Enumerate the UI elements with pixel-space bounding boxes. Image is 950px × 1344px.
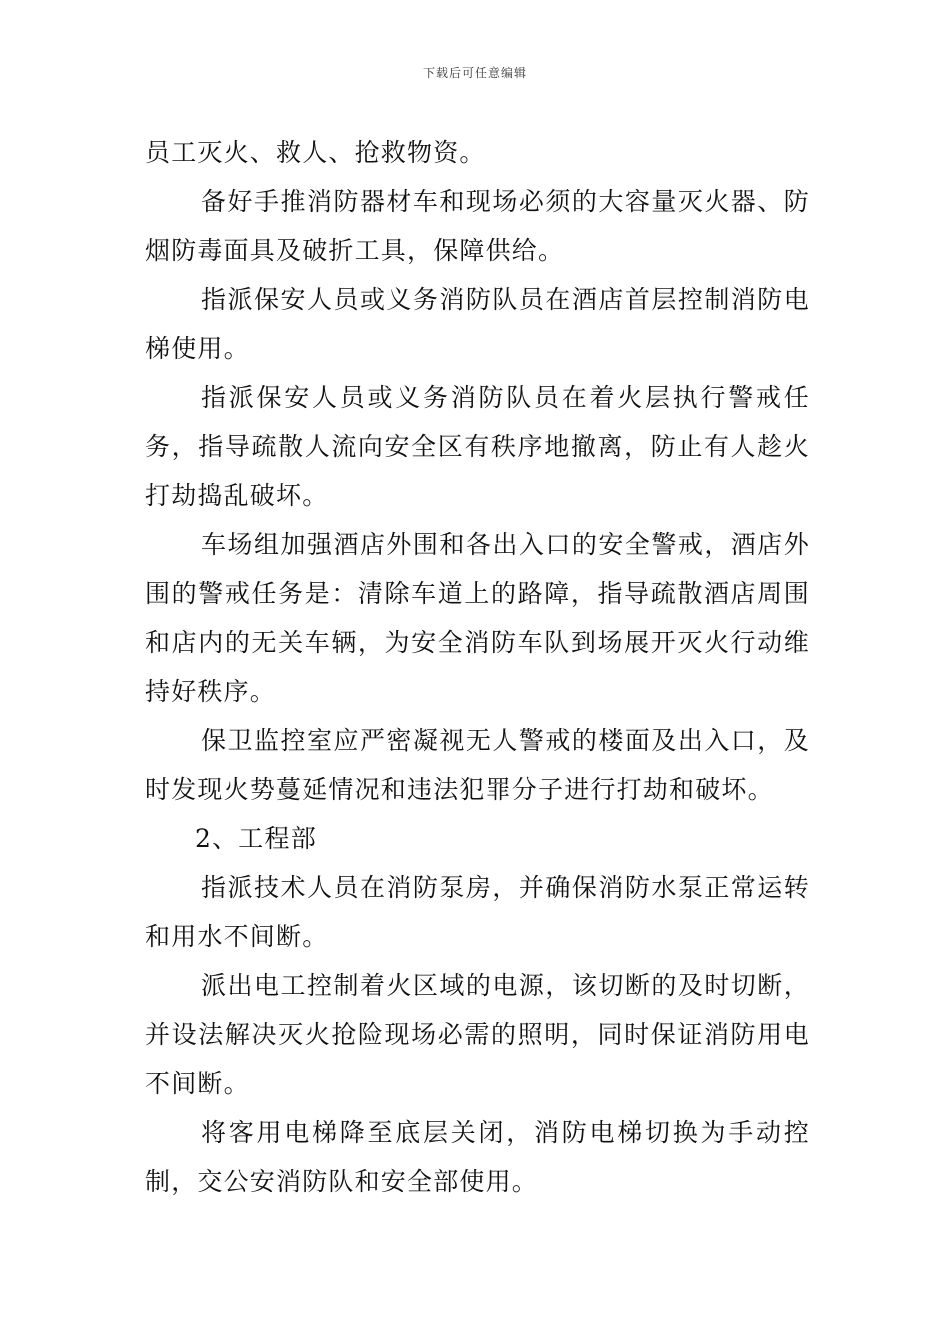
document-body (145, 128, 810, 1206)
paragraph-monitoring-room: 保卫监控室应严密凝视无人警戒的楼面及出入口，及时发现火势蔓延情况和违法犯罪分子进行打劫和破坏。 (145, 726, 810, 804)
paragraph-elevator-control: 指派保安人员或义务消防队员在酒店首层控制消防电梯使用。 (145, 285, 810, 363)
paragraph-fire-floor-guard: 指派保安人员或义务消防队员在着火层执行警戒任务，指导疏散人流向安全区有秩序地撤离，防止有人趁火打劫捣乱破坏。 (145, 383, 810, 510)
paragraph-parking-guard: 车场组加强酒店外围和各出入口的安全警戒，酒店外围的警戒任务是：清除车道上的路障，指导疏散酒店周围和店内的无关车辆，为安全消防车队到场展开灭火行动维持好秩序。 (145, 530, 810, 706)
paragraph-equipment: 备好手推消防器材车和现场必须的大容量灭火器、防烟防毒面具及破折工具，保障供给。 (145, 187, 810, 265)
page-header-note: 下载后可任意编辑 (422, 66, 527, 80)
paragraph-continuation: 员工灭火、救人、抢救物资。 (145, 138, 486, 167)
section-heading-engineering: 2、工程部 (195, 824, 317, 853)
paragraph-elevator-switch: 将客用电梯降至底层关闭，消防电梯切换为手动控制，交公安消防队和安全部使用。 (145, 1118, 810, 1196)
paragraph-pump-room: 指派技术人员在消防泵房，并确保消防水泵正常运转和用水不间断。 (145, 873, 810, 951)
paragraph-power-control: 派出电工控制着火区域的电源，该切断的及时切断，并设法解决灭火抢险现场必需的照明，同时保证消防用电不间断。 (145, 971, 810, 1098)
